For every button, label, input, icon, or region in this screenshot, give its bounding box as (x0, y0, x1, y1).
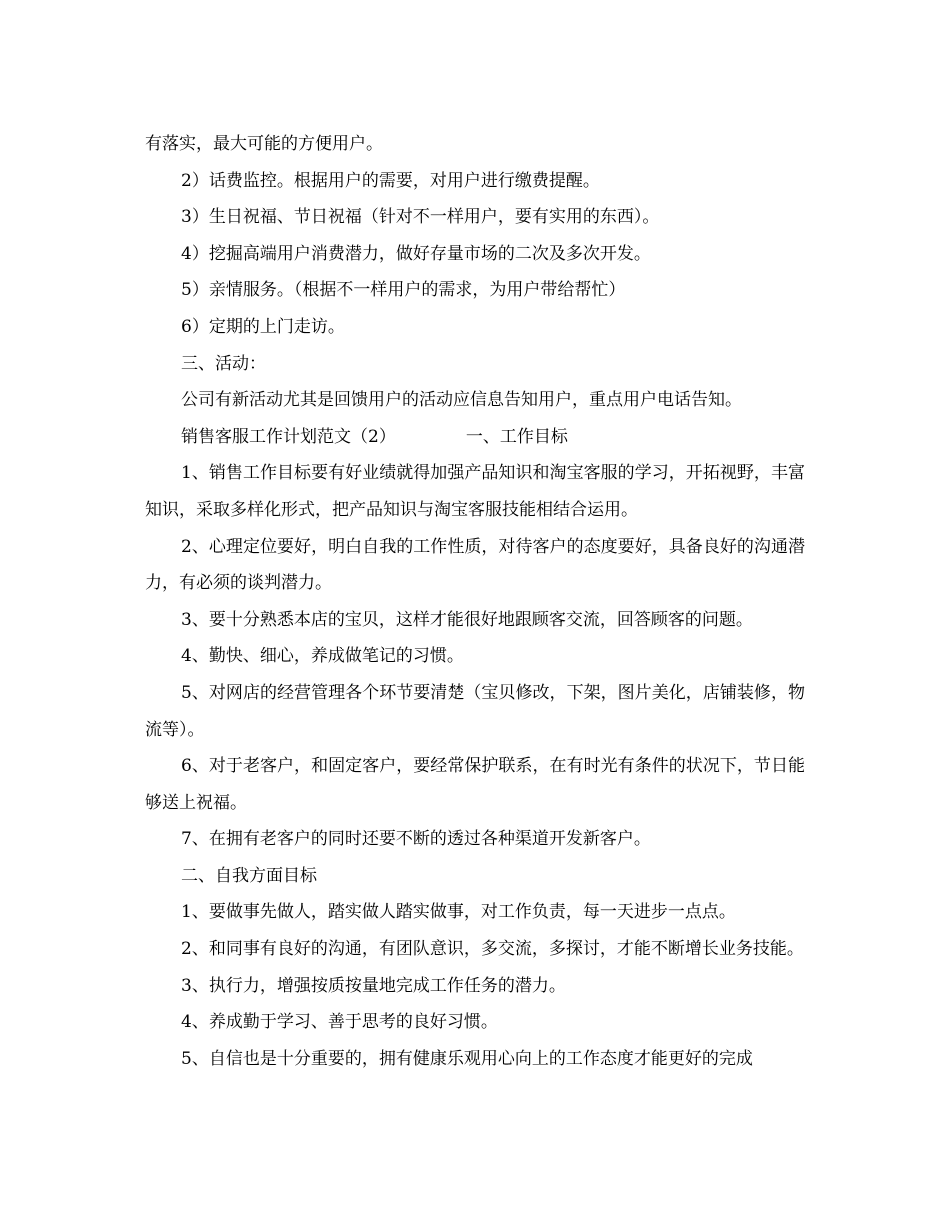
section-heading: 一、工作目标 (465, 426, 568, 447)
paragraph: 4、养成勤于学习、善于思考的良好习惯。 (181, 1012, 498, 1033)
paragraph: 6）定期的上门走访。 (181, 316, 345, 337)
paragraph: 3）生日祝福、节日祝福（针对不一样用户，要有实用的东西）。 (181, 207, 660, 228)
paragraph: 5、对网店的经营管理各个环节要清楚（宝贝修改，下架，图片美化，店铺装修，物流等）。 (145, 682, 805, 740)
paragraph: 5）亲情服务。（根据不一样用户的需求，为用户带给帮忙） (181, 280, 626, 301)
section-heading: 三、活动： (181, 353, 266, 374)
paragraph: 3、执行力，增强按质按量地完成工作任务的潜力。 (181, 975, 566, 996)
paragraph: 公司有新活动尤其是回馈用户的活动应信息告知用户，重点用户电话告知。 (181, 390, 742, 411)
paragraph: 1、销售工作目标要有好业绩就得加强产品知识和淘宝客服的学习，开拓视野，丰富知识，采取多样化形式，把产品知识与淘宝客服技能相结合运用。 (145, 463, 805, 520)
paragraph: 3、要十分熟悉本店的宝贝，这样才能很好地跟顾客交流，回答顾客的问题。 (181, 609, 753, 630)
section-heading: 二、自我方面目标 (181, 865, 317, 886)
paragraph: 有落实，最大可能的方便用户。 (145, 134, 383, 154)
paragraph: 1、要做事先做人，踏实做人踏实做事，对工作负责，每一天进步一点点。 (181, 902, 736, 923)
document-body (145, 126, 805, 1077)
paragraph: 5、自信也是十分重要的，拥有健康乐观用心向上的工作态度才能更好的完成 (181, 1048, 753, 1069)
paragraph: 4）挖掘高端用户消费潜力，做好存量市场的二次及多次开发。 (181, 243, 651, 264)
section-heading-line (145, 419, 805, 456)
paragraph: 7、在拥有老客户的同时还要不断的透过各种渠道开发新客户。 (181, 829, 651, 850)
paragraph: 2）话费监控。根据用户的需要，对用户进行缴费提醒。 (181, 170, 600, 191)
paragraph: 2、心理定位要好，明白自我的工作性质，对待客户的态度要好，具备良好的沟通潜力，有必须的谈判潜力。 (145, 536, 805, 594)
paragraph: 4、勤快、细心，养成做笔记的习惯。 (181, 646, 464, 667)
paragraph: 6、对于老客户，和固定客户，要经常保护联系，在有时光有条件的状况下，节日能够送上祝福。 (145, 756, 805, 813)
paragraph: 2、和同事有良好的沟通，有团队意识，多交流，多探讨，才能不断增长业务技能。 (181, 939, 804, 960)
article-title: 销售客服工作计划范文（2） (181, 426, 396, 447)
